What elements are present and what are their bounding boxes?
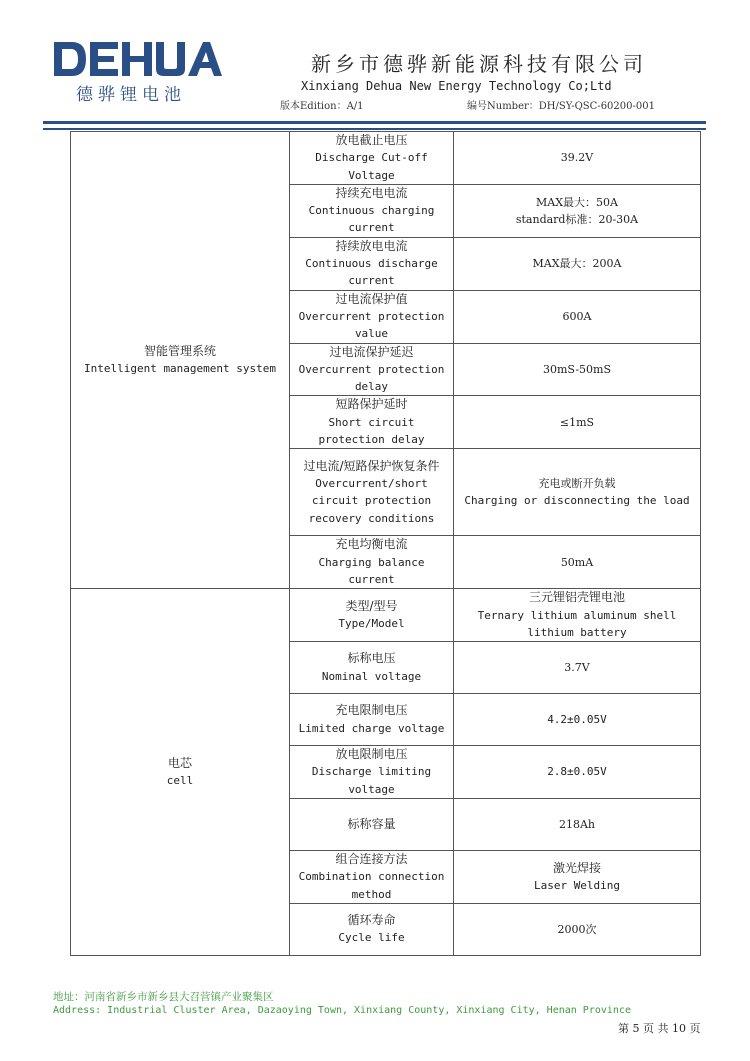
param-cell: [290, 132, 454, 185]
value-text: 三元锂铝壳锂电池: [528, 590, 625, 605]
value-text: 600A: [562, 309, 592, 323]
value-text: 218Ah: [558, 817, 596, 831]
param-cell: [290, 799, 454, 851]
value-text: ≤1mS: [559, 415, 595, 429]
header-divider-thin: [43, 128, 706, 130]
footer-address-cn: 地址：河南省新乡市新乡县大召营镇产业聚集区: [53, 991, 274, 1003]
section-label-bms: [71, 132, 290, 589]
param-cn: 持续放电电流: [335, 238, 408, 253]
value-text: MAX最大：50A: [536, 195, 618, 209]
param-cell: [290, 449, 454, 536]
param-cell: [290, 237, 454, 290]
dehua-logo-icon: [52, 40, 222, 78]
value-text-secondary: standard标准：20-30A: [515, 212, 639, 226]
param-cell: [290, 903, 454, 955]
value-text: 4.2±0.05V: [547, 712, 607, 726]
param-en: Continuous charging current: [308, 204, 435, 235]
value-cell: [454, 290, 701, 343]
company-name-en: Xinxiang Dehua New Energy Technology Co;Ltd: [301, 79, 612, 93]
param-cell: [290, 184, 454, 237]
param-cell: [290, 290, 454, 343]
value-cell: [454, 851, 701, 904]
param-cn: 标称电压: [347, 651, 396, 666]
logo-subtitle: 德骅锂电池: [76, 85, 186, 105]
value-cell: [454, 536, 701, 589]
table-row: [71, 132, 701, 185]
header-divider-thick: [43, 121, 706, 124]
param-cn: 过电流/短路保护恢复条件: [303, 458, 440, 473]
param-cell: [290, 343, 454, 396]
value-cell: [454, 449, 701, 536]
value-cell: [454, 343, 701, 396]
param-en: Combination connection method: [298, 870, 445, 901]
param-en: Overcurrent protection delay: [298, 362, 445, 394]
param-cell: [290, 536, 454, 589]
section-label-en: Intelligent management system: [83, 362, 277, 376]
param-cn: 组合连接方法: [335, 852, 408, 867]
param-cn: 类型/型号: [345, 598, 398, 613]
value-cell: [454, 642, 701, 694]
value-text-secondary: Ternary lithium aluminum shell lithium battery: [477, 608, 677, 639]
param-en: Nominal voltage: [321, 669, 422, 683]
section-label-cell: [71, 589, 290, 956]
param-cn: 放电截止电压: [335, 133, 408, 147]
value-text: 30mS-50mS: [542, 362, 612, 376]
param-en: Continuous discharge current: [305, 257, 438, 288]
param-cell: [290, 694, 454, 746]
param-cn: 充电限制电压: [335, 703, 408, 718]
param-cn: 短路保护延时: [335, 397, 408, 412]
value-cell: [454, 589, 701, 642]
param-cn: 过电流保护延迟: [329, 344, 414, 359]
company-name-cn: 新乡市德骅新能源科技有限公司: [311, 52, 647, 76]
value-text: 激光焊接: [552, 860, 601, 875]
param-en: Limited charge voltage: [298, 721, 445, 735]
param-en: Short circuit protection delay: [318, 415, 425, 447]
param-cell: [290, 396, 454, 449]
param-en: Discharge Cut-off Voltage: [315, 151, 428, 182]
value-text: MAX最大：200A: [532, 257, 622, 271]
value-text: 50mA: [560, 555, 594, 569]
param-cell: [290, 746, 454, 799]
param-cell: [290, 851, 454, 904]
spec-table: [70, 131, 701, 956]
value-cell: [454, 132, 701, 185]
table-row: [71, 589, 701, 642]
value-text-secondary: Charging or disconnecting the load: [464, 494, 690, 508]
footer-address-en: Address: Industrial Cluster Area, Dazaoying Town, Xinxiang County, Xinxiang City, Henan Province: [53, 1005, 631, 1016]
param-cn: 放电限制电压: [335, 747, 408, 762]
param-cn: 充电均衡电流: [335, 537, 408, 552]
section-label-en: cell: [166, 774, 194, 788]
value-cell: [454, 396, 701, 449]
param-cn: 标称容量: [347, 816, 396, 831]
value-cell: [454, 746, 701, 799]
value-text: 充电或断开负载: [538, 477, 616, 491]
section-label-cn: 电芯: [167, 755, 192, 770]
param-en: Cycle life: [338, 931, 405, 945]
document-number: 编号Number：DH/SY-QSC-60200-001: [467, 101, 655, 112]
param-cell: [290, 642, 454, 694]
value-text: 2.8±0.05V: [547, 765, 607, 779]
param-cn: 持续充电电流: [335, 185, 408, 200]
param-en: Overcurrent protection value: [298, 309, 445, 341]
param-en: Discharge limiting voltage: [311, 765, 432, 796]
company-logo: [52, 40, 222, 105]
param-cn: 过电流保护值: [335, 291, 408, 306]
value-cell: [454, 799, 701, 851]
value-cell: [454, 694, 701, 746]
param-cell: [290, 589, 454, 642]
value-text: 2000次: [557, 922, 597, 936]
value-text: 39.2V: [560, 151, 594, 165]
value-text: 3.7V: [564, 660, 590, 674]
value-text-secondary: Laser Welding: [533, 878, 621, 892]
value-cell: [454, 903, 701, 955]
param-en: Type/Model: [338, 617, 405, 631]
value-cell: [454, 184, 701, 237]
param-cn: 循环寿命: [347, 913, 396, 928]
value-cell: [454, 237, 701, 290]
param-en: Overcurrent/short circuit protection recovery conditions: [308, 477, 435, 525]
page-number: 第 5 页 共 10 页: [618, 1022, 701, 1035]
param-en: Charging balance current: [318, 555, 425, 586]
section-label-cn: 智能管理系统: [143, 343, 216, 358]
edition-label: 版本Edition：A/1: [280, 101, 364, 112]
